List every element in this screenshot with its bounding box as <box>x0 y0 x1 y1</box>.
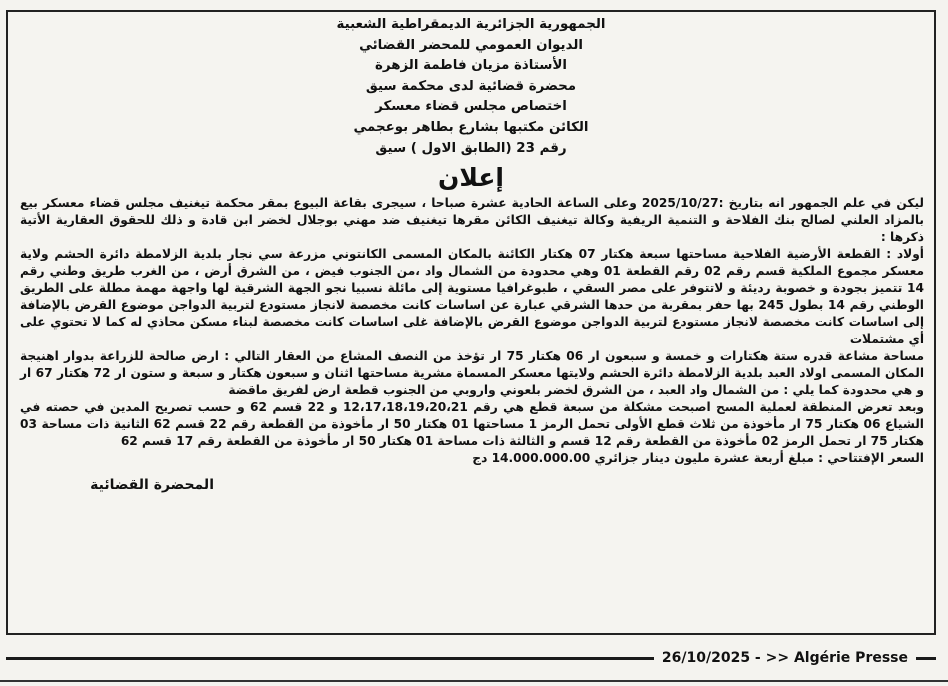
republic-name: الجمهورية الجزائرية الديمقراطية الشعبية <box>336 17 606 32</box>
footer-source: 26/10/2025 - >> Algérie Presse <box>654 648 916 668</box>
office-floor: رقم 23 (الطابق الاول ) سيق <box>375 140 567 156</box>
opening-price: السعر الإفتتاحي : مبلغ أربعة عشرة مليون دينار جزائري 14.000.000.00 دج <box>472 451 924 466</box>
bottom-rule <box>0 680 948 682</box>
body-paragraph-intro: ليكن في علم الجمهور انه بتاريخ :2025/10/27 وعلى الساعة الحادية عشرة صباحا ، سيجرى بقاعة البيوع بمقر محكمة تيغنيف مجلس قضاء معسكر بيع بالمزاد العلني لصالح بنك الفلاحة و التنمية الريفية وكالة تيغنيف الكائن مقرها تيغنيف ضد مهني بوجلال لخضر ابن قادة و ذلك للحقوق العقارية الأتية ذكرها : <box>20 196 924 245</box>
body-paragraph-property-2: مساحة مشاعة قدره ستة هكتارات و خمسة و سبعون ار 06 هكتار 75 ار تؤخذ من النصف المشاع من العقار التالي : ارض صالحة للزراعة بدوار اهنيجة المكان المسمى اولاد العبد بلدية الزلامطة دائرة الحشم ولايتها معسكر المسماة مشرية مساحتها اثنان و سبعون هكتار و سبعة و ستون ار 72 هكتار 67 ار و هي محدودة كما يلي : من الشمال واد العبد ، من الشرق لخضر بلعوني واروبي من الجنوب قطعة ارض لفريق ماقضة <box>20 349 925 398</box>
body-paragraph-property-1: أولاد : القطعة الأرضية الفلاحية مساحتها سبعة هكتار 07 هكتار الكائنة بالمكان المسمى الكانتوني مزرعة سي نجار بلدية الزلامطة دائرة الحشم ولاية معسكر مجموع الملكية قسم رقم 02 رقم القطعة 01 وهي محدودة من الشمال واد ،من الجنوب فيض ، من الشرق أرض ، من الغرب طريق وطني رقم 14 تتميز بجودة و خصوبة رديئة و لاتتوفر على مصر السقي ، طبوغرافيا مستوية إلى مائلة نسبيا نجو الجهة الشرقية لها واجهة مهمة مطلة على الطريق الوطني رقم 14 بطول 245 بها حفر بمقربة من حدها الشرقي عبارة عن اساسات كانت مخصصة لانجاز مستودع لتربية الدواجن موضوع القرض بالإضافة إلى اساسات كانت مخصصة لانجاز مستودع لتربية الدواجن موضوع القرض بالإضافة غلى اساسات كانت مخصصة لبناء مسكن محاذي له كما لا تحتوي على أي مشتملات <box>20 247 924 347</box>
body-paragraph-cadastre: وبعد تعرض المنطقة لعملية المسح اصبحت مشكلة من سبعة قطع هي رقم 12،17،18،19،20،21 و 22 قسم 62 و حسب تصريح المدين في حصته في الشياع 06 هكتار 75 ار مأخوذة من ثلاث قطع الأولى تحمل الرمز 1 مساحتها 01 هكتار 50 ار مأخوذة من القطعة رقم 22 قسم 62 الثانية ذات مساحة 03 هكتار 75 ار تحمل الرمز 02 مأخوذة من القطعة رقم 12 قسم و الثالثة ذات مساحة 01 هكتار 50 ار مأخوذة من القطعة رقم 17 قسم 62 <box>20 400 924 449</box>
announcement-title: إعلان <box>438 163 504 193</box>
office-name: الديوان العمومي للمحضر القضائي <box>359 37 583 53</box>
signature: المحضرة القضائية <box>90 477 214 494</box>
letterhead <box>8 12 934 159</box>
footer-bar <box>6 648 936 668</box>
court-name: محضرة قضائية لدى محكمة سيق <box>365 78 577 94</box>
office-address: الكائن مكتبها بشارع بطاهر بوعجمي <box>353 119 589 135</box>
bailiff-name: الأستاذة مزيان فاطمة الزهرة <box>374 58 568 74</box>
announcement-frame <box>6 10 936 635</box>
jurisdiction: اختصاص مجلس قضاء معسكر <box>375 99 567 115</box>
announcement-body <box>8 195 934 467</box>
